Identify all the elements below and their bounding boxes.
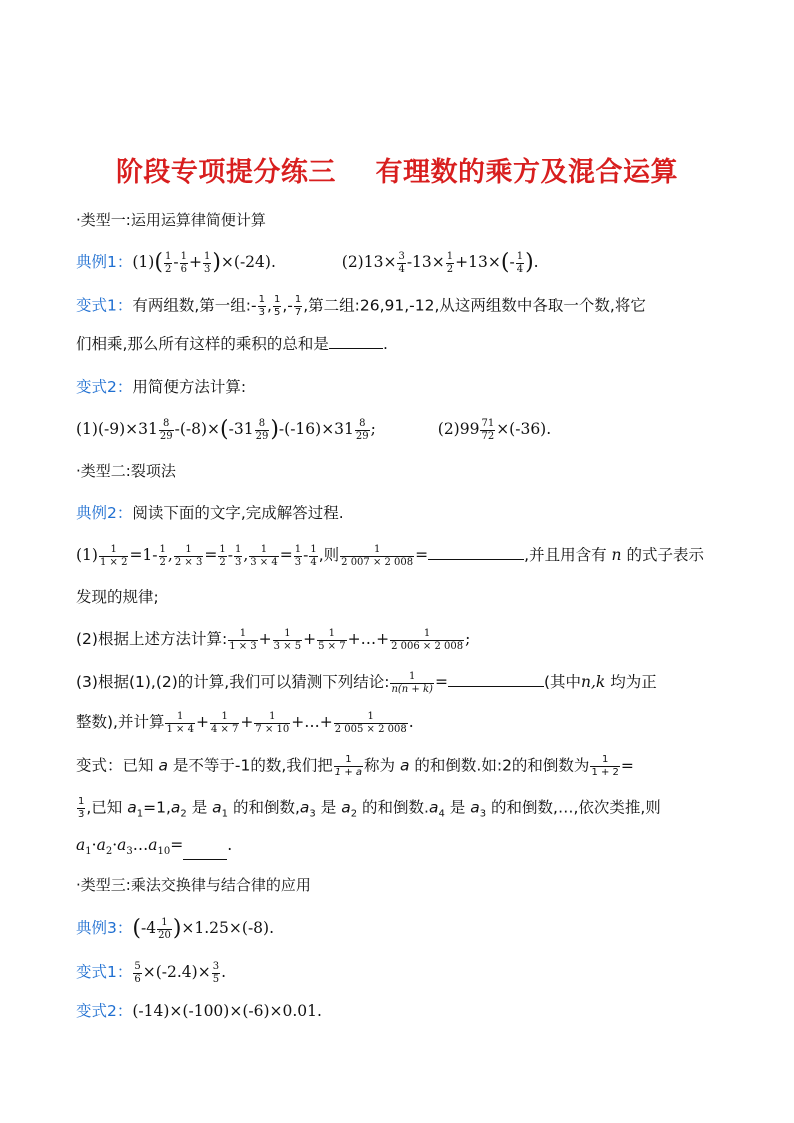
num: 1 bbox=[446, 251, 454, 262]
answer-blank[interactable] bbox=[329, 347, 383, 349]
num: 1 bbox=[164, 251, 172, 262]
num: 1 bbox=[260, 544, 268, 555]
num: 1 bbox=[221, 711, 228, 722]
var-a: a bbox=[158, 756, 168, 775]
den: 3 × 5 bbox=[273, 640, 302, 652]
num: 1 bbox=[601, 754, 609, 765]
var: a bbox=[470, 798, 480, 817]
sub: 3 bbox=[309, 808, 316, 820]
variant-line-2 bbox=[76, 796, 661, 820]
fraction bbox=[164, 251, 172, 275]
den: 72 bbox=[481, 430, 495, 442]
num: 8 bbox=[359, 418, 366, 429]
num: 1 bbox=[180, 251, 187, 262]
num: 1 bbox=[273, 294, 281, 305]
label: 典例2： bbox=[76, 504, 133, 522]
den: 29 bbox=[255, 430, 269, 442]
fraction bbox=[212, 961, 220, 985]
num: 8 bbox=[258, 418, 266, 429]
text: . bbox=[408, 713, 414, 731]
num: 1 bbox=[373, 544, 381, 555]
variant-1-line-2 bbox=[76, 337, 388, 353]
text: 的和倒数,…,依次类推,则 bbox=[491, 798, 661, 817]
text: (1) bbox=[132, 253, 155, 271]
op: = bbox=[415, 546, 429, 564]
text: 已知 bbox=[122, 756, 154, 775]
text: 均为正 bbox=[610, 673, 657, 691]
sub: 1 bbox=[136, 808, 144, 820]
answer-blank[interactable] bbox=[448, 685, 544, 687]
fraction bbox=[254, 711, 290, 735]
op: = bbox=[620, 756, 634, 775]
fraction bbox=[228, 628, 257, 652]
text: ,第二组:26,91,-12,从这两组数中各取一个数,将它 bbox=[303, 296, 646, 315]
fraction bbox=[397, 251, 405, 275]
text: 称为 bbox=[364, 756, 396, 775]
fraction bbox=[446, 251, 454, 275]
section-type-3: ·类型三:乘法交换律与结合律的应用 bbox=[76, 876, 311, 894]
section-type-2: ·类型二:裂项法 bbox=[76, 462, 176, 480]
num: 8 bbox=[163, 418, 170, 429]
comma: , bbox=[282, 296, 288, 315]
sub: 4 bbox=[438, 808, 445, 820]
text: = bbox=[170, 836, 184, 854]
var-a: a bbox=[399, 756, 410, 775]
num: 3 bbox=[212, 961, 220, 972]
var: a bbox=[76, 836, 86, 854]
text: ×(-2.4)× bbox=[142, 963, 211, 981]
text: =1, bbox=[143, 798, 171, 817]
paren-close: ) bbox=[212, 250, 221, 275]
num: 1 bbox=[239, 628, 247, 639]
fraction bbox=[334, 754, 363, 778]
den: 3 bbox=[234, 556, 242, 568]
num: 1 bbox=[409, 671, 416, 682]
fraction bbox=[273, 294, 281, 318]
den: 20 bbox=[158, 929, 171, 941]
text: +13× bbox=[455, 253, 501, 271]
dot: · bbox=[112, 836, 118, 854]
den: 3 bbox=[294, 556, 302, 568]
sub: 2 bbox=[180, 808, 187, 820]
text: (2)根据上述方法计算: bbox=[76, 630, 228, 648]
den: 4 bbox=[516, 263, 524, 275]
sub: 2 bbox=[105, 846, 113, 858]
page-title: 阶段专项提分练三 有理数的乘方及混合运算 bbox=[115, 157, 679, 188]
var: a bbox=[170, 798, 181, 817]
text: 阅读下面的文字,完成解答过程. bbox=[132, 504, 344, 522]
op: + bbox=[303, 630, 317, 648]
fraction bbox=[157, 917, 172, 941]
num: 1 bbox=[284, 628, 291, 639]
den: n(n + k) bbox=[391, 683, 433, 695]
den: 4 bbox=[310, 556, 317, 568]
num: 1 bbox=[516, 251, 524, 262]
op: + bbox=[240, 713, 254, 731]
fraction bbox=[273, 628, 302, 652]
variant-line-3 bbox=[76, 838, 232, 857]
text: . bbox=[227, 836, 233, 854]
label: 变式2： bbox=[76, 1002, 133, 1020]
fraction bbox=[590, 754, 619, 778]
den: 7 × 10 bbox=[255, 723, 290, 735]
num: 1 bbox=[177, 711, 184, 722]
example-2-part-3 bbox=[76, 671, 657, 695]
den: 3 bbox=[203, 263, 211, 275]
sub: 3 bbox=[479, 808, 487, 820]
sub: 2 bbox=[350, 808, 358, 820]
den: 2 007 × 2 008 bbox=[341, 556, 414, 568]
op: +…+ bbox=[347, 630, 390, 648]
fraction bbox=[159, 544, 167, 568]
fraction bbox=[165, 711, 194, 735]
variant-1-line-1 bbox=[76, 294, 646, 318]
text: -(-8)× bbox=[174, 420, 221, 438]
variant-line-1 bbox=[76, 754, 634, 778]
text: (其中 bbox=[543, 673, 581, 691]
den: 2 × 3 bbox=[174, 556, 203, 568]
fraction bbox=[294, 294, 302, 318]
num: 1 bbox=[78, 796, 85, 807]
fraction bbox=[355, 418, 370, 442]
example-2-part-1 bbox=[76, 544, 704, 568]
op: - bbox=[227, 546, 233, 564]
answer-blank[interactable] bbox=[428, 558, 524, 560]
text: (1)(-9)×31 bbox=[76, 420, 158, 438]
var: a bbox=[117, 836, 127, 854]
den: 6 bbox=[180, 263, 187, 275]
sub: 3 bbox=[126, 846, 133, 858]
fraction bbox=[210, 711, 239, 735]
num: 1 bbox=[203, 251, 211, 262]
num: 1 bbox=[185, 544, 192, 555]
den: 4 × 7 bbox=[210, 723, 239, 735]
text: -4 bbox=[140, 919, 157, 937]
label: 变式1： bbox=[76, 296, 133, 315]
var-n: n bbox=[611, 546, 622, 564]
example-2-part-1-cont: 发现的规律; bbox=[76, 588, 159, 606]
num: 1 bbox=[423, 628, 431, 639]
fraction bbox=[334, 711, 408, 735]
text: -13× bbox=[406, 253, 445, 271]
den: 2 006 × 2 008 bbox=[391, 640, 464, 652]
den: 3 × 4 bbox=[250, 556, 278, 568]
fraction bbox=[174, 544, 203, 568]
variant-2 bbox=[76, 380, 246, 396]
label: 变式2： bbox=[76, 378, 133, 396]
text: 的式子表示 bbox=[626, 546, 704, 564]
num: 71 bbox=[481, 418, 495, 429]
fraction bbox=[133, 961, 141, 985]
den: 1 × 3 bbox=[229, 640, 257, 652]
comma: , bbox=[243, 546, 249, 564]
text: 是 bbox=[191, 798, 208, 817]
variant-3-1 bbox=[76, 961, 226, 985]
den: 1 + 2 bbox=[591, 766, 619, 778]
comma: , bbox=[167, 546, 173, 564]
label: 典例3： bbox=[76, 919, 133, 937]
answer-blank[interactable] bbox=[183, 858, 227, 860]
text: 整数),并计算 bbox=[76, 713, 165, 731]
fraction bbox=[480, 418, 495, 442]
den: 5 bbox=[273, 306, 281, 318]
text: ; bbox=[465, 630, 471, 648]
section-type-1: ·类型一:运用运算律简便计算 bbox=[76, 211, 266, 229]
fraction bbox=[309, 544, 317, 568]
op: + bbox=[195, 713, 209, 731]
den: 29 bbox=[355, 430, 369, 442]
variant-2-expressions bbox=[76, 418, 551, 442]
text: . bbox=[221, 963, 227, 981]
sub: 10 bbox=[157, 846, 171, 858]
fraction bbox=[294, 544, 302, 568]
sub: 1 bbox=[221, 808, 229, 820]
ellipsis: … bbox=[132, 836, 149, 854]
label: 典例1： bbox=[76, 253, 133, 271]
var: a bbox=[212, 798, 222, 817]
text: (1) bbox=[76, 546, 98, 564]
den: 4 bbox=[398, 263, 405, 275]
var: a bbox=[127, 798, 137, 817]
num: 1 bbox=[159, 544, 166, 555]
fraction bbox=[249, 544, 278, 568]
fraction bbox=[218, 544, 226, 568]
den: 7 bbox=[294, 306, 302, 318]
text: ,则 bbox=[318, 546, 340, 564]
text: ×(-36). bbox=[496, 420, 552, 438]
text: 的和倒数, bbox=[232, 798, 300, 817]
num: 3 bbox=[398, 251, 405, 262]
den: 2 bbox=[446, 263, 454, 275]
example-2 bbox=[76, 506, 344, 522]
text: . bbox=[382, 335, 388, 353]
den: 2 005 × 2 008 bbox=[334, 723, 407, 735]
num: 1 bbox=[294, 544, 302, 555]
text: 们相乘,那么所有这样的乘积的总和是 bbox=[76, 335, 329, 353]
example-3 bbox=[76, 917, 274, 941]
op: + bbox=[188, 253, 202, 271]
label: 变式： bbox=[76, 756, 123, 775]
den: 2 bbox=[164, 263, 172, 275]
fraction bbox=[203, 251, 211, 275]
den: 1 × 4 bbox=[166, 723, 194, 735]
den: 1 + a bbox=[334, 766, 363, 778]
op: - bbox=[287, 296, 293, 315]
fraction bbox=[77, 796, 85, 820]
example-2-part-2 bbox=[76, 628, 470, 652]
paren-open: ( bbox=[500, 250, 510, 275]
fraction bbox=[255, 418, 270, 442]
example-2-part-3-cont bbox=[76, 711, 414, 735]
fraction bbox=[390, 628, 464, 652]
text: ,已知 bbox=[86, 798, 123, 817]
label: 变式1： bbox=[76, 963, 133, 981]
paren-open: ( bbox=[220, 417, 229, 442]
num: 1 bbox=[269, 711, 276, 722]
den: 3 bbox=[78, 808, 85, 820]
dot: · bbox=[91, 836, 97, 854]
text: (2)13× bbox=[341, 253, 397, 271]
fraction bbox=[258, 294, 266, 318]
paren-open: ( bbox=[154, 250, 163, 275]
paren-open: ( bbox=[132, 916, 141, 941]
fraction bbox=[340, 544, 414, 568]
den: 5 × 7 bbox=[318, 640, 346, 652]
den: 2 bbox=[219, 556, 226, 568]
den: 2 bbox=[159, 556, 166, 568]
num: 1 bbox=[367, 711, 374, 722]
text: 用简便方法计算: bbox=[132, 378, 247, 396]
text: ×(-24). bbox=[220, 253, 276, 271]
op: = bbox=[204, 546, 218, 564]
variant-3-2 bbox=[76, 1004, 322, 1020]
var: a bbox=[148, 836, 158, 854]
fraction bbox=[159, 418, 174, 442]
op: = bbox=[434, 673, 448, 691]
op: +…+ bbox=[291, 713, 333, 731]
text: 的和倒数. bbox=[362, 798, 429, 817]
var-nk: n,k bbox=[581, 673, 606, 691]
op: - bbox=[509, 253, 515, 271]
den: 6 bbox=[134, 973, 141, 985]
paren-close: ) bbox=[172, 916, 182, 941]
op: + bbox=[258, 630, 272, 648]
text: -31 bbox=[228, 420, 254, 438]
fraction bbox=[390, 671, 433, 695]
paren-close: ) bbox=[270, 417, 279, 442]
num: 5 bbox=[134, 961, 141, 972]
num: 1 bbox=[328, 628, 336, 639]
paren-close: ) bbox=[525, 250, 534, 275]
text: 是不等于-1的数,我们把 bbox=[172, 756, 333, 775]
comma: , bbox=[267, 296, 272, 315]
num: 1 bbox=[234, 544, 242, 555]
den: 5 bbox=[212, 973, 220, 985]
text: (2)99 bbox=[437, 420, 480, 438]
op: - bbox=[173, 253, 179, 271]
var: a bbox=[96, 836, 106, 854]
fraction bbox=[180, 251, 188, 275]
sub: 1 bbox=[85, 846, 92, 858]
text: 是 bbox=[320, 798, 337, 817]
num: 1 bbox=[219, 544, 226, 555]
var: a bbox=[299, 798, 310, 817]
text: ,并且用含有 bbox=[524, 546, 607, 564]
text: . bbox=[533, 253, 539, 271]
den: 29 bbox=[159, 430, 173, 442]
fraction bbox=[516, 251, 524, 275]
var: a bbox=[341, 798, 351, 817]
num: 1 bbox=[258, 294, 265, 305]
den: 3 bbox=[258, 306, 265, 318]
num: 1 bbox=[161, 917, 168, 928]
example-1 bbox=[76, 251, 539, 275]
text: 是 bbox=[449, 798, 466, 817]
text: -(-16)×31 bbox=[278, 420, 354, 438]
num: 1 bbox=[310, 544, 317, 555]
var: a bbox=[428, 798, 439, 817]
text: 的和倒数.如:2的和倒数为 bbox=[414, 756, 590, 775]
den: 1 × 2 bbox=[99, 556, 128, 568]
num: 1 bbox=[110, 544, 117, 555]
num: 1 bbox=[294, 294, 302, 305]
text: ; bbox=[370, 420, 376, 438]
op: = bbox=[279, 546, 293, 564]
text: ×1.25×(-8). bbox=[181, 919, 275, 937]
fraction bbox=[234, 544, 242, 568]
text: (3)根据(1),(2)的计算,我们可以猜测下列结论: bbox=[76, 673, 390, 691]
op: - bbox=[303, 546, 309, 564]
text: =1- bbox=[129, 546, 158, 564]
fraction bbox=[99, 544, 128, 568]
text: (-14)×(-100)×(-6)×0.01. bbox=[132, 1002, 322, 1020]
num: 1 bbox=[345, 754, 352, 765]
text: 有两组数,第一组:- bbox=[132, 296, 257, 315]
fraction bbox=[317, 628, 346, 652]
